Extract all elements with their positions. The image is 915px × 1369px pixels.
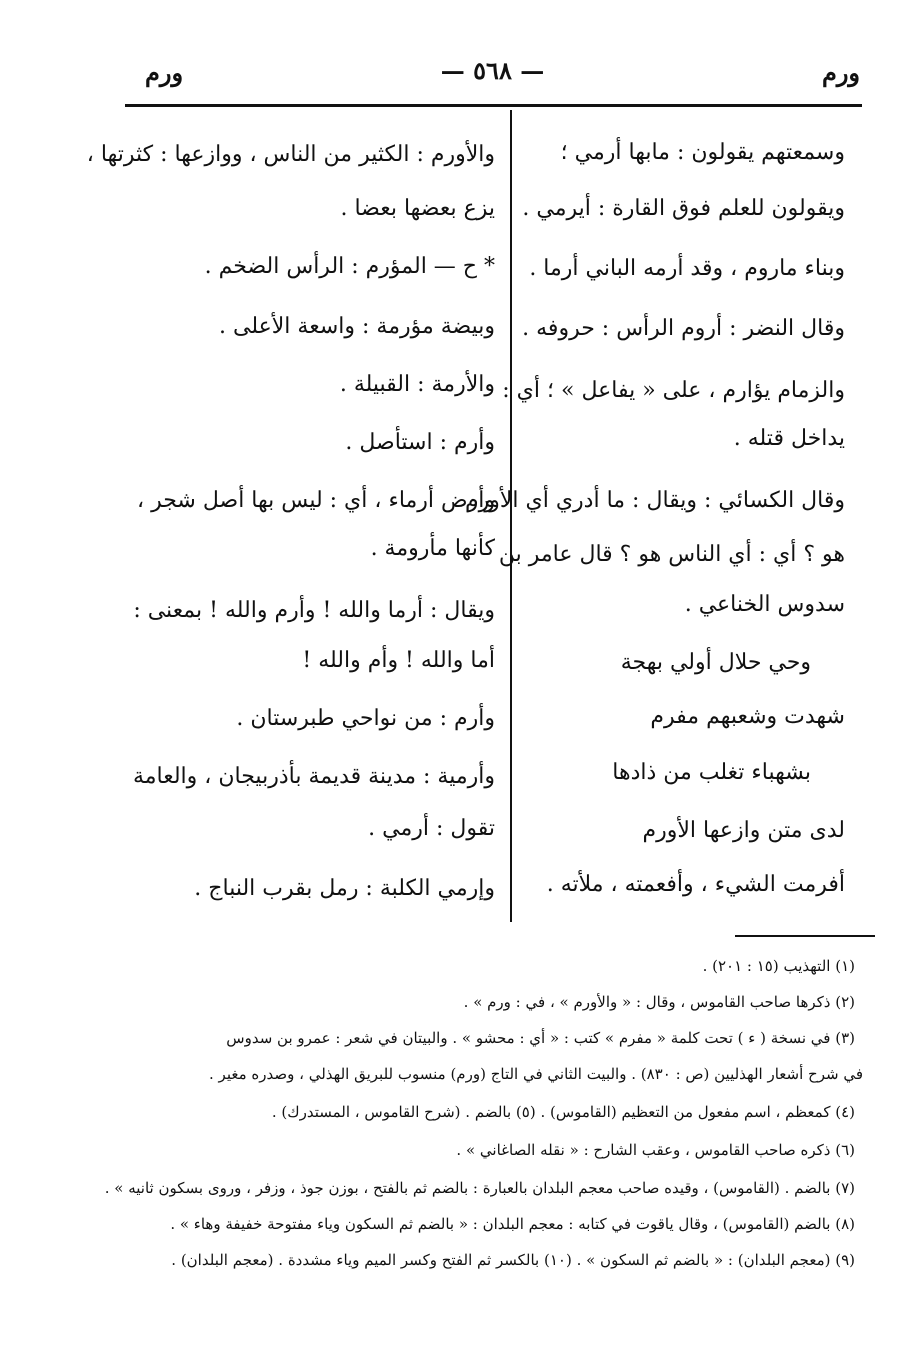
footnote: (٤) كمعظم ، اسم مفعول من التعظيم (القاموس) . (٥) بالضم . (شرح القاموس ، المستدرك) . — [271, 1103, 855, 1121]
text-line: أفرمت الشيء ، وأفعمته ، ملأته . — [546, 872, 845, 897]
text-line: وقال النضر : أروم الرأس : حروفه . — [522, 316, 845, 341]
text-line: وأرمية : مدينة قديمة بأذربيجان ، والعامة — [132, 764, 495, 789]
header-root-left: ورم — [145, 58, 184, 87]
text-line: هو ؟ أي : أي الناس هو ؟ قال عامر بن — [498, 542, 845, 567]
text-line: يداخل قتله . — [733, 426, 845, 451]
footnote: (٣) في نسخة ( ء ) تحت كلمة « مفرم » كتب : « أي : محشو » . والبيتان في شعر : عمرو بن سدوس — [226, 1029, 855, 1047]
footnote: (١) التهذيب (١٥ : ٢٠١) . — [702, 957, 855, 975]
text-line: والزمام يؤارم ، على « يفاعل » ؛ أي : — [502, 378, 845, 403]
text-line: يزع بعضها بعضا . — [340, 196, 495, 221]
header-rule — [125, 104, 862, 107]
text-line: تقول : أرمي . — [368, 816, 495, 841]
poem-line: شهدت وشعبهم مفرم — [650, 704, 845, 729]
footnote: في شرح أشعار الهذليين (ص : ٨٣٠) . والبيت الثاني في التاج (ورم) منسوب للبريق الهذلي ، وصدره مغير . — [209, 1065, 863, 1083]
text-line: كأنها مأرومة . — [370, 536, 495, 561]
page-header — [125, 52, 860, 96]
text-line: وبيضة مؤرمة : واسعة الأعلى . — [219, 314, 495, 339]
text-line: والأرمة : القبيلة . — [339, 372, 495, 397]
poem-line: لدى متن وازعها الأورم — [642, 818, 845, 843]
text-line: وسمعتهم يقولون : مابها أرمي ؛ — [560, 140, 845, 165]
footnote: (٢) ذكرها صاحب القاموس ، وقال : « والأورم » ، في : ورم » . — [463, 993, 855, 1011]
footnote: (٩) (معجم البلدان) : « بالضم ثم السكون » . (١٠) بالكسر ثم الفتح وكسر الميم وياء مشددة . (معجم البلدان) . — [171, 1251, 855, 1269]
page-number: — ٥٦٨ — — [440, 56, 545, 85]
header-root-right: ورم — [821, 58, 860, 87]
text-line: ويقال : أرما والله ! وأرم والله ! بمعنى : — [133, 598, 495, 623]
footnote: (٧) بالضم . (القاموس) ، وقيده صاحب معجم البلدان بالعبارة : بالضم ثم بالفتح ، بوزن جوذ ، وزفر ، وروى بسكون ثانيه » . — [104, 1179, 855, 1197]
poem-line: وحي حلال أولي بهجة — [620, 650, 811, 675]
column-divider — [510, 110, 512, 922]
text-line: ويقولون للعلم فوق القارة : أيرمي . — [522, 196, 845, 221]
footnote: (٨) بالضم (القاموس) ، وقال ياقوت في كتابه : معجم البلدان : « بالضم ثم السكون وياء مفتوحة خفيفة وهاء » . — [170, 1215, 855, 1233]
footnote: (٦) ذكره صاحب القاموس ، وعقب الشارح : « نقله الصاغاني » . — [456, 1141, 855, 1159]
text-line: وأرم : من نواحي طبرستان . — [236, 706, 495, 731]
text-line: سدوس الخناعي . — [684, 592, 845, 617]
text-line: أما والله ! وأم والله ! — [302, 648, 495, 673]
footnote-rule — [735, 935, 875, 937]
poem-line: بشهباء تغلب من ذادها — [612, 760, 811, 785]
text-line: والأورم : الكثير من الناس ، ووازعها : كثرتها ، — [86, 142, 495, 167]
text-line: وبناء ماروم ، وقد أرمه الباني أرما . — [529, 256, 845, 281]
text-line: وقال الكسائي : ويقال : ما أدري أي الأورم — [464, 488, 845, 513]
text-line: وإرمي الكلبة : رمل بقرب النباج . — [194, 876, 495, 901]
text-line: وأرض أرماء ، أي : ليس بها أصل شجر ، — [137, 488, 495, 513]
text-line: * ح — المؤرم : الرأس الضخم . — [204, 254, 495, 279]
text-line: وأرم : استأصل . — [345, 430, 495, 455]
